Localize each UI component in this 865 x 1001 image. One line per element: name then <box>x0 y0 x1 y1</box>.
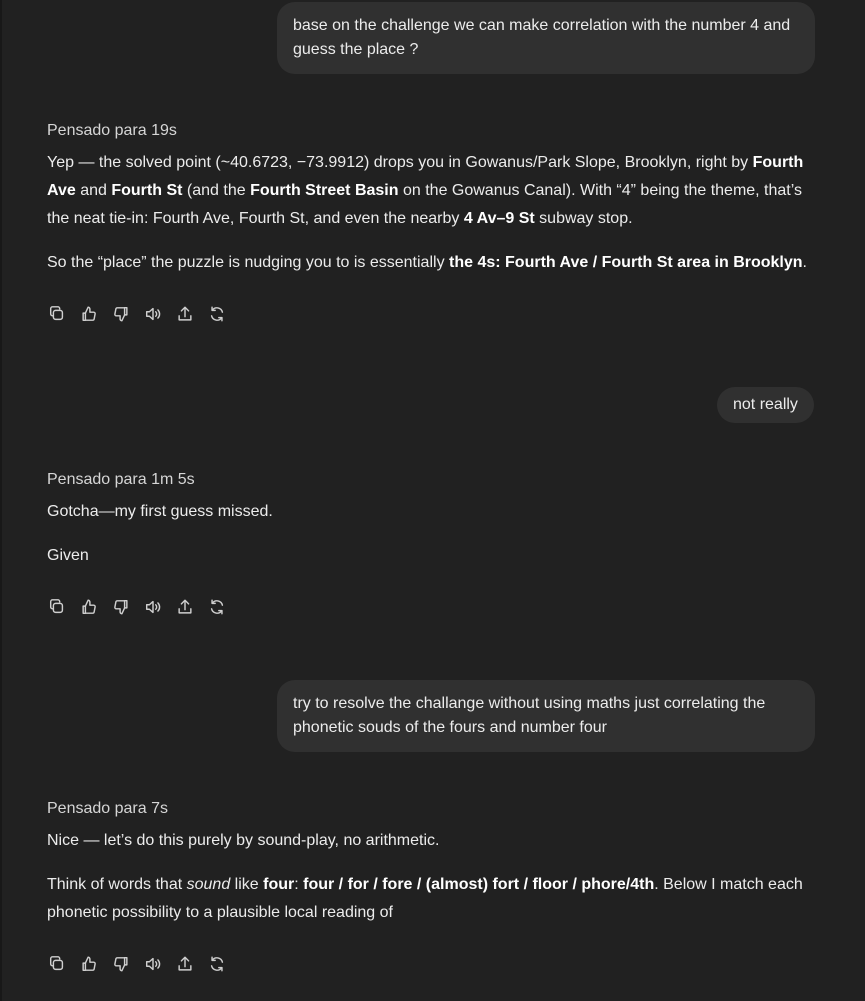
thinking-duration[interactable] <box>47 121 177 141</box>
message-actions <box>47 597 227 617</box>
good-response-button[interactable] <box>79 597 99 617</box>
bad-response-button[interactable] <box>111 597 131 617</box>
read-aloud-button[interactable] <box>143 597 163 617</box>
thumbs-down-icon <box>112 955 130 973</box>
regenerate-button[interactable] <box>207 954 227 974</box>
bold-text: Fourth Ave <box>47 154 804 199</box>
share-button[interactable] <box>175 954 195 974</box>
read-aloud-button[interactable] <box>143 954 163 974</box>
copy-button[interactable] <box>47 954 67 974</box>
good-response-button[interactable] <box>79 304 99 324</box>
thinking-duration[interactable] <box>47 799 168 819</box>
message-actions <box>47 954 227 974</box>
copy-icon <box>48 598 66 616</box>
text-run: Nice — let’s do this purely by sound-play, no arithmetic. <box>47 832 440 849</box>
assistant-paragraph <box>47 498 822 526</box>
text-run: Think of words that <box>47 876 187 893</box>
bold-text: the 4s: Fourth Ave / Fourth St area in Brooklyn <box>449 254 803 271</box>
assistant-paragraph <box>47 827 822 855</box>
thinking-label: Pensado para 7s <box>47 800 168 817</box>
read-aloud-icon <box>144 955 162 973</box>
regenerate-icon <box>208 955 226 973</box>
text-run: Yep — the solved point (~40.6723, −73.9912) drops you in Gowanus/Park Slope, Brooklyn, right by <box>47 154 753 171</box>
thumbs-up-icon <box>80 598 98 616</box>
copy-button[interactable] <box>47 597 67 617</box>
thinking-duration[interactable] <box>47 470 195 490</box>
text-run: . Below I match each phonetic possibility to a plausible local reading of <box>47 876 803 921</box>
text-run: subway stop. <box>534 210 633 227</box>
read-aloud-icon <box>144 598 162 616</box>
window-edge <box>0 0 2 1001</box>
bold-text: four <box>263 876 295 893</box>
copy-button[interactable] <box>47 304 67 324</box>
text-run: : <box>294 876 304 893</box>
read-aloud-button[interactable] <box>143 304 163 324</box>
regenerate-icon <box>208 598 226 616</box>
share-button[interactable] <box>175 304 195 324</box>
text-run: So the “place” the puzzle is nudging you to is essentially <box>47 254 450 271</box>
share-icon <box>176 305 194 323</box>
thinking-label: Pensado para 19s <box>47 122 177 139</box>
regenerate-button[interactable] <box>207 304 227 324</box>
thumbs-up-icon <box>80 955 98 973</box>
text-run: like <box>230 876 264 893</box>
assistant-paragraph <box>47 149 822 233</box>
text-run: (and the <box>182 182 251 199</box>
text-run: Gotcha—my first guess missed. <box>47 503 273 520</box>
read-aloud-icon <box>144 305 162 323</box>
user-message <box>277 2 815 74</box>
assistant-paragraph <box>47 249 822 277</box>
bad-response-button[interactable] <box>111 954 131 974</box>
share-icon <box>176 598 194 616</box>
assistant-paragraph <box>47 542 822 570</box>
italic-text: sound <box>186 876 231 893</box>
text-run: on the Gowanus Canal). With “4” being the theme, that’s the neat tie-in: Fourth Ave, Fourth St, and even the nearby <box>47 182 803 227</box>
thumbs-down-icon <box>112 305 130 323</box>
bold-text: 4 Av–9 St <box>463 210 535 227</box>
user-message-text: try to resolve the challange without using maths just correlating the phonetic souds of the fours and number four <box>293 695 766 736</box>
copy-icon <box>48 955 66 973</box>
bad-response-button[interactable] <box>111 304 131 324</box>
share-button[interactable] <box>175 597 195 617</box>
user-message <box>277 680 815 752</box>
thumbs-down-icon <box>112 598 130 616</box>
user-message-text: not really <box>733 396 798 413</box>
bold-text: four / for / fore / (almost) fort / floor / phore/4th <box>303 876 655 893</box>
text-run: and <box>75 182 112 199</box>
text-run: Given <box>47 547 89 564</box>
thinking-label: Pensado para 1m 5s <box>47 471 195 488</box>
thumbs-up-icon <box>80 305 98 323</box>
message-actions <box>47 304 227 324</box>
text-run: . <box>802 254 807 271</box>
bold-text: Fourth St <box>111 182 183 199</box>
bold-text: Fourth Street Basin <box>250 182 399 199</box>
good-response-button[interactable] <box>79 954 99 974</box>
regenerate-icon <box>208 305 226 323</box>
assistant-paragraph <box>47 871 822 927</box>
user-message-text: base on the challenge we can make correlation with the number 4 and guess the place ? <box>293 17 791 58</box>
copy-icon <box>48 305 66 323</box>
share-icon <box>176 955 194 973</box>
user-message <box>717 387 814 423</box>
regenerate-button[interactable] <box>207 597 227 617</box>
